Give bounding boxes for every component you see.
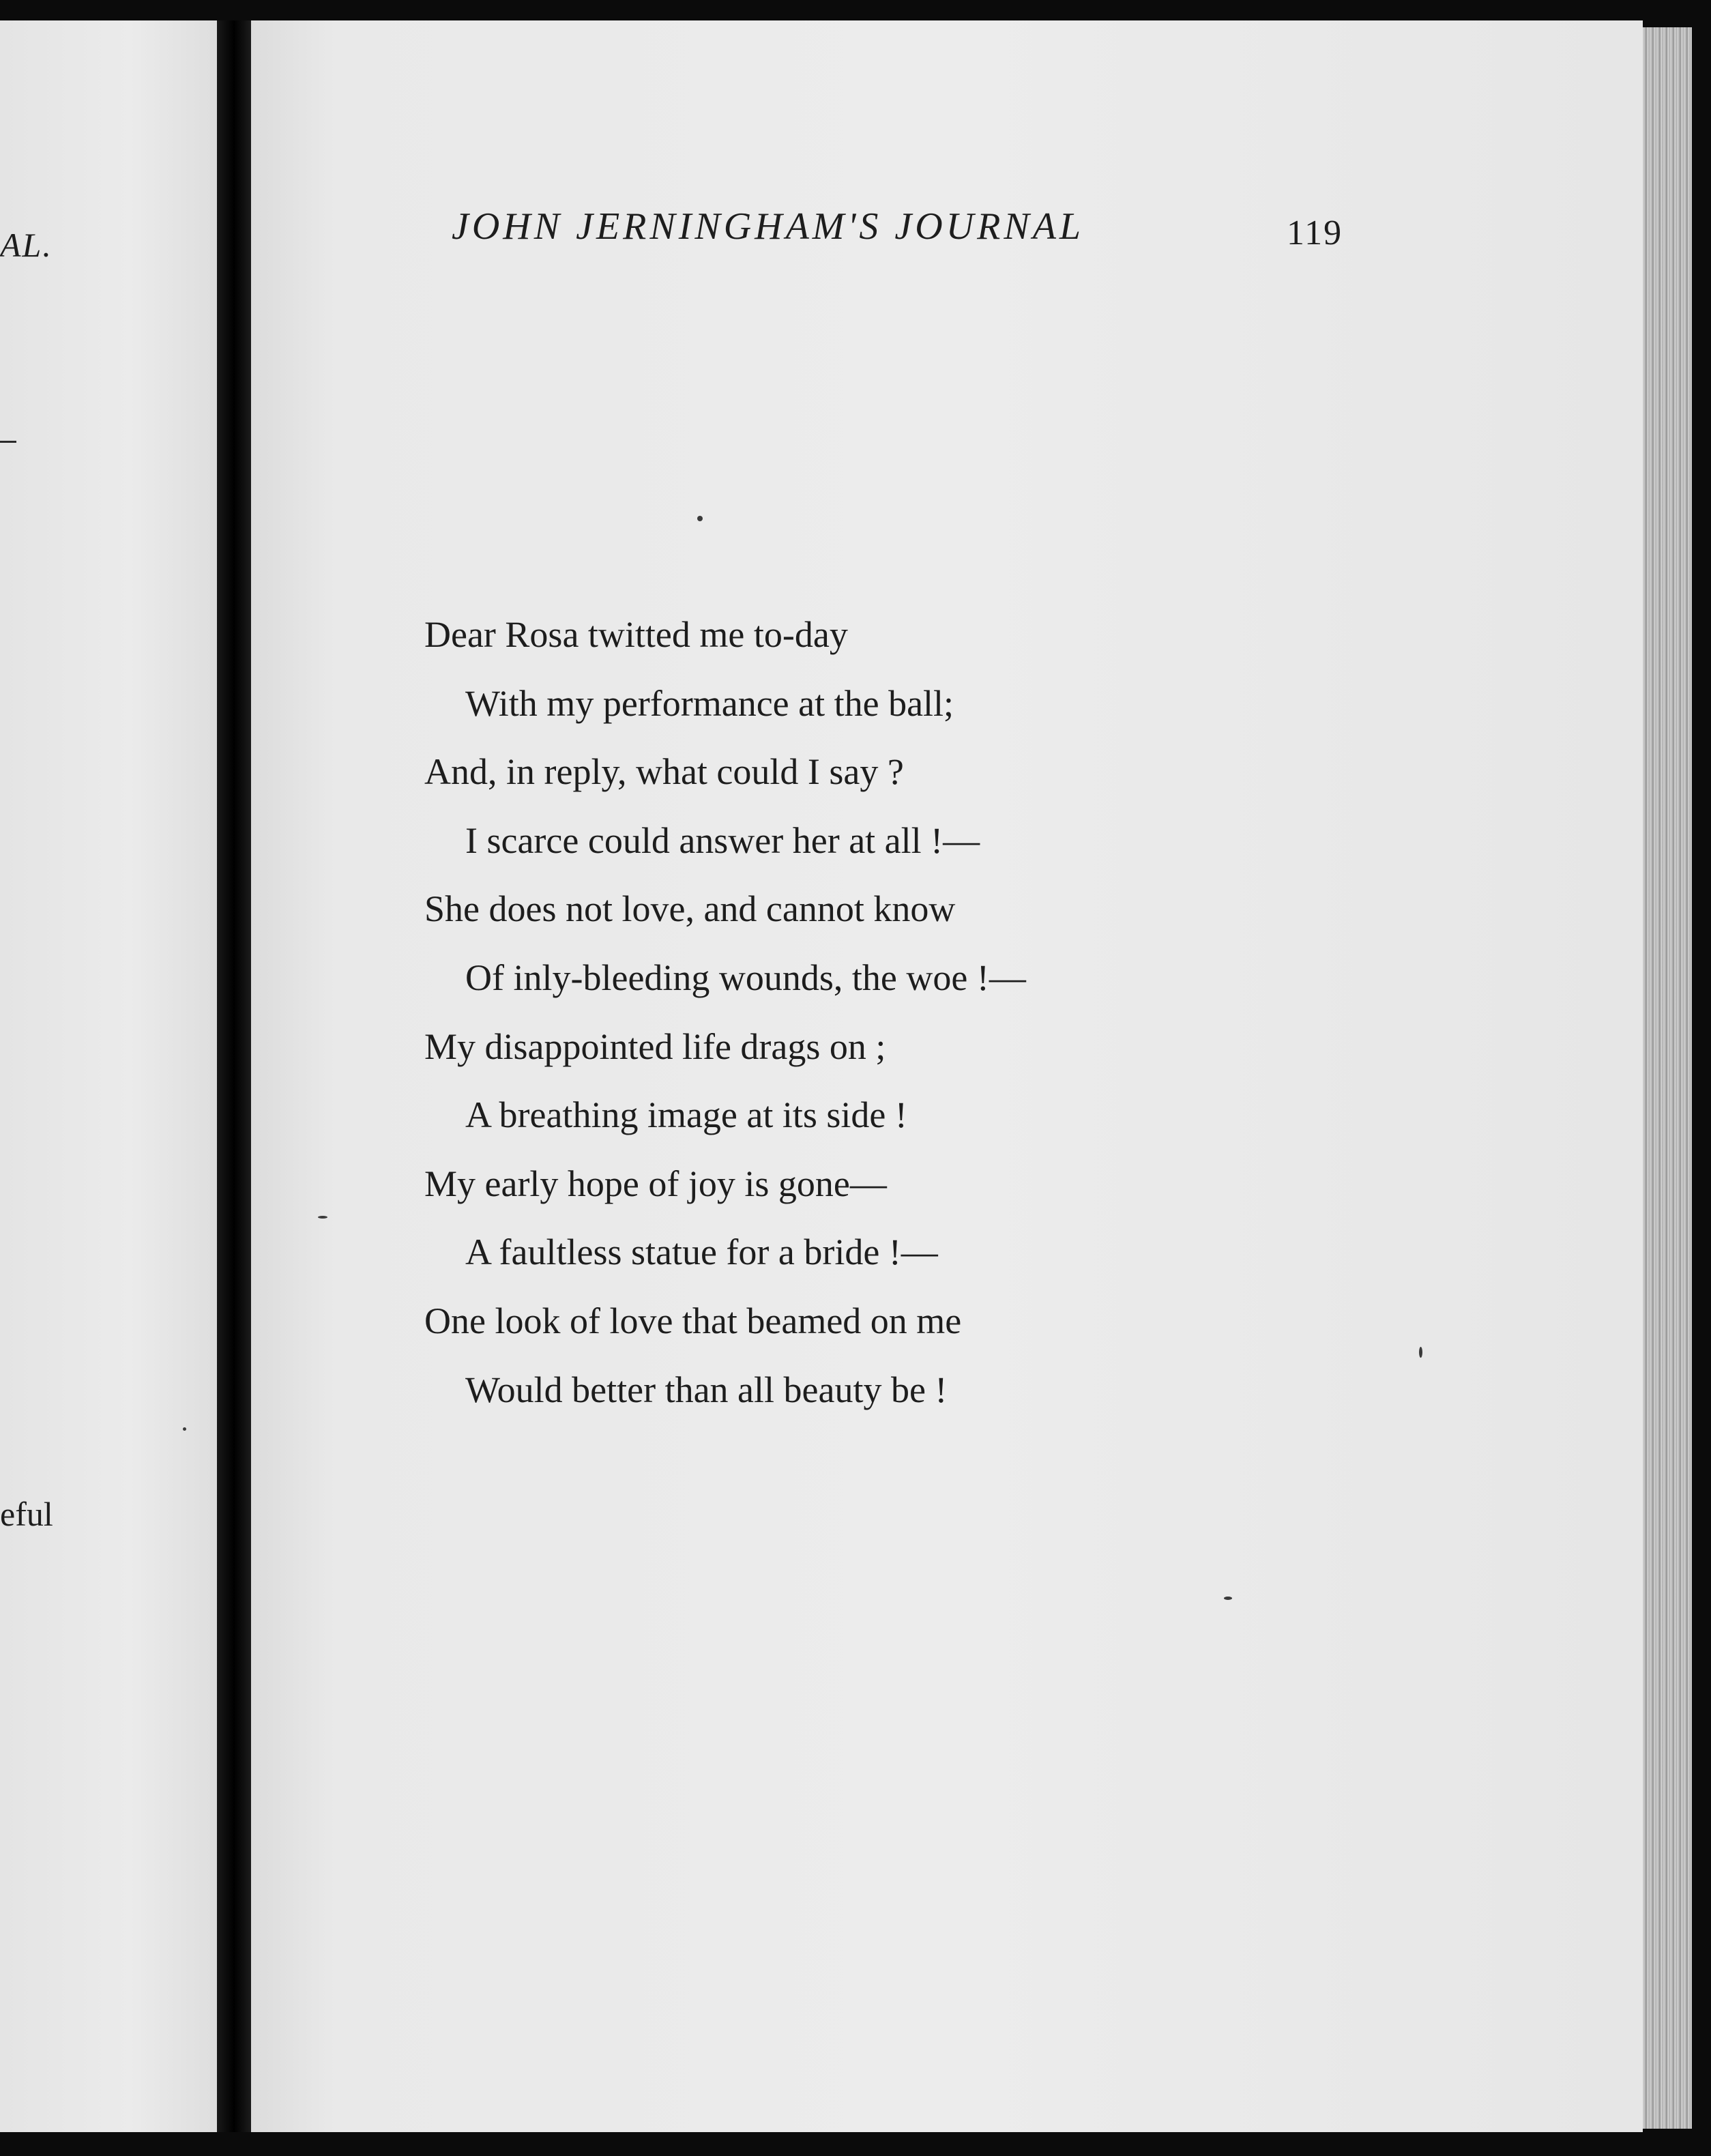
poem-line: My disappointed life drags on ; <box>424 1025 886 1067</box>
left-running-header-fragment: AL. <box>0 226 53 264</box>
paper-speck <box>1419 1347 1422 1358</box>
poem-line: A faultless statue for a bride !— <box>465 1232 938 1273</box>
paper-speck <box>183 1427 186 1431</box>
poem-line: I scarce could answer her at all !— <box>465 819 980 861</box>
poem-line: Of inly-bleeding wounds, the woe !— <box>465 957 1026 998</box>
poem-line: Would better than all beauty be ! <box>465 1369 948 1410</box>
poem-line: My early hope of joy is gone— <box>424 1163 887 1204</box>
paper-speck <box>697 516 703 521</box>
left-text-fragment: eful <box>0 1495 53 1533</box>
left-page <box>0 20 217 2132</box>
poem-line: A breathing image at its side ! <box>465 1094 907 1136</box>
poem-line: With my performance at the ball; <box>465 682 954 724</box>
page-number: 119 <box>1287 214 1343 252</box>
poem-line: She does not love, and cannot know <box>424 888 956 930</box>
paper-speck <box>318 1216 327 1219</box>
page-edges <box>1643 27 1692 2129</box>
running-header: JOHN JERNINGHAM'S JOURNAL <box>452 205 1085 248</box>
paper-speck <box>1224 1597 1232 1600</box>
poem-line: One look of love that beamed on me <box>424 1300 962 1341</box>
book-gutter <box>217 20 251 2132</box>
left-dash-mark <box>0 441 16 443</box>
poem <box>424 600 1026 1424</box>
poem-line: And, in reply, what could I say ? <box>424 751 904 793</box>
poem-line: Dear Rosa twitted me to-day <box>424 614 848 655</box>
